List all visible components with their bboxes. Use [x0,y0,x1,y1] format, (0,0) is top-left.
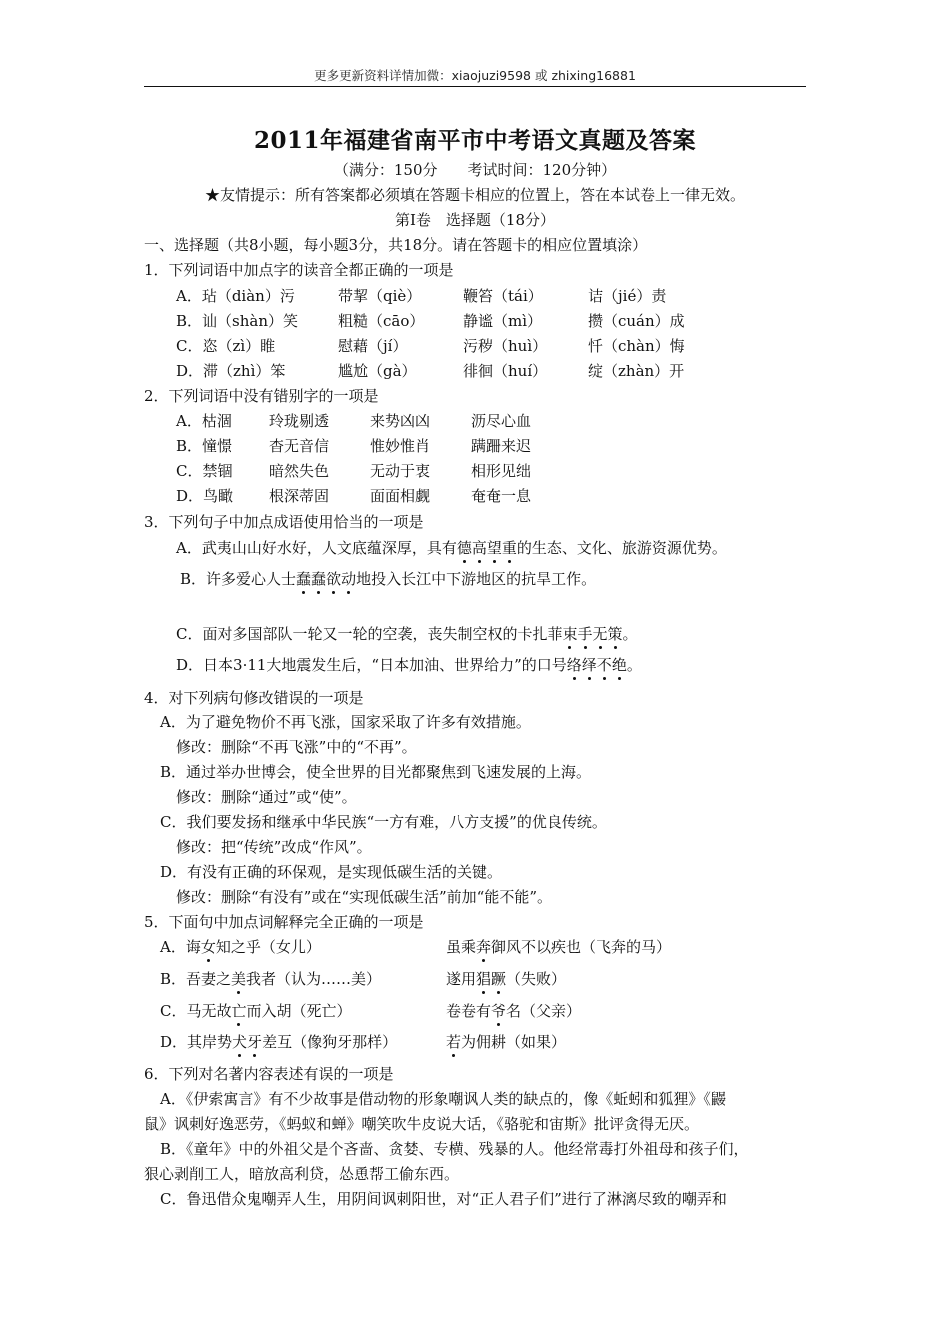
page-title: 2011年福建省南平市中考语文真题及答案 [253,127,696,154]
q6-stem: 6．下列对名著内容表述有误的一项是 [144,1065,394,1083]
q5-c1-dotted-word [231,1002,246,1020]
emphasis-dot-char: 动 [341,570,357,588]
q2-d-3: 面面相觑 [370,487,431,505]
q5-a2-dotted-word [476,938,491,956]
q3-stem: 3．下列句子中加点成语使用恰当的一项是 [144,513,424,531]
q3-c-text: C．面对多国部队一轮又一轮的空袭，丧失制空权的卡扎菲 [176,625,563,643]
q4-option-d-fix: 修改：删除“有没有”或在“实现低碳生活”前加“能不能”。 [176,888,553,906]
q2-c-3: 无动于衷 [370,462,431,480]
q1-c-4: 忏（chàn）悔 [588,337,685,355]
q2-a-4: 沥尽心血 [471,412,532,430]
q2-b-4: 蹒跚来迟 [471,437,532,455]
q2-a-3: 来势凶凶 [370,412,431,430]
q3-c-text-end: 。 [622,625,638,643]
q5-option-a-left [160,937,321,957]
q4-option-b-fix: 修改：删除“通过”或“使”。 [176,788,357,806]
q1-b-3: 静谧（mì） [463,312,543,330]
q5-d2-dotted-word [446,1033,461,1051]
q2-d-4: 奄奄一息 [471,487,532,505]
q6-option-b-line2: 狠心剥削工人，暗放高利贷，怂恿帮工偷东西。 [144,1165,460,1183]
q3-option-c [176,624,638,644]
q4-option-a: A．为了避免物价不再飞涨，国家采取了许多有效措施。 [160,713,531,731]
emphasis-dot-char: 猖 [476,970,492,988]
q1-stem: 1．下列词语中加点字的读音全都正确的一项是 [144,261,454,279]
q2-c-1: C．禁锢 [176,462,233,480]
q3-b-text: B．许多爱心人士 [180,570,297,588]
q3-b-text-end: 地投入长江中下游地区的抗旱工作。 [356,570,597,588]
q3-a-text: A．武夷山山好水好，人文底蕴深厚，具有 [176,539,457,557]
emphasis-dot-char: 望 [486,539,502,557]
q6-option-b-line1: B．《童年》中的外祖父是个吝啬、贪婪、专横、残暴的人。他经常毒打外祖母和孩子们， [160,1140,749,1158]
q2-c-4: 相形见绌 [471,462,532,480]
q5-a1-text-end: 知之乎（女儿） [215,938,321,956]
emphasis-dot-char: 手 [577,625,593,643]
q4-option-b: B．通过举办世博会，使全世界的目光都聚焦到飞速发展的上海。 [160,763,592,781]
emphasis-dot-char: 女 [200,938,216,956]
emphasis-dot-char: 美 [231,970,247,988]
emphasis-dot-char: 蠢 [311,570,327,588]
emphasis-dot-char: 牙 [247,1033,263,1051]
q5-a1-text: A．诲 [160,938,201,956]
q5-c2-text-end: 名（父亲） [506,1002,582,1020]
emphasis-dot-char: 络 [566,656,582,674]
q5-a2-text: 虽乘 [446,938,477,956]
emphasis-dot-char: 奔 [476,938,492,956]
emphasis-dot-char: 爷 [491,1002,507,1020]
q3-a-text-end: 的生态、文化、旅游资源优势。 [516,539,727,557]
q5-b2-text-end: （失败） [506,970,567,988]
q5-option-d-left [160,1032,397,1052]
emphasis-dot-char: 重 [501,539,517,557]
q2-a-2: 玲珑剔透 [269,412,330,430]
q3-option-b [180,569,596,589]
q4-option-d: D．有没有正确的环保观，是实现低碳生活的关键。 [160,863,503,881]
q1-b-2: 粗糙（cāo） [338,312,425,330]
q1-a-4: 诘（jié）责 [588,287,667,305]
q5-option-d-right [446,1032,566,1052]
q6-option-a-line2: 鼠》讽刺好逸恶劳，《蚂蚁和蝉》嘲笑吹牛皮说大话，《骆驼和宙斯》批评贪得无厌。 [144,1115,700,1133]
q5-b2-text: 遂用 [446,970,477,988]
friendly-tip: ★友情提示：所有答案都必须填在答题卡相应的位置上，答在本试卷上一律无效。 [204,186,745,204]
q3-d-dotted-idiom [567,656,627,674]
emphasis-dot-char: 策 [607,625,623,643]
q3-b-dotted-idiom [296,570,356,588]
section-heading: 一、选择题（共8小题，每小题3分，共18分。请在答题卡的相应位置填涂） [144,236,648,254]
q5-d1-text: D．其岸势 [160,1033,233,1051]
q1-a-3: 鞭笞（tái） [463,287,543,305]
q2-b-3: 惟妙惟肖 [370,437,431,455]
emphasis-dot-char: 亡 [231,1002,247,1020]
q1-a-2: 带挈（qiè） [338,287,422,305]
emphasis-dot-char: 犬 [232,1033,248,1051]
q2-d-2: 根深蒂固 [269,487,330,505]
q5-b2-dotted-word [476,970,506,988]
q5-d1-dotted-word [232,1033,262,1051]
q2-b-1: B．憧憬 [176,437,233,455]
q5-d1-text-end: 差互（像狗牙那样） [262,1033,398,1051]
q4-option-c-fix: 修改：把“传统”改成“作风”。 [176,838,372,856]
q5-c2-text: 卷卷有 [446,1002,492,1020]
emphasis-dot-char: 德 [456,539,472,557]
q5-option-a-right [446,937,671,957]
q4-option-c: C．我们要发扬和继承中华民族“一方有难，八方支援”的优良传统。 [160,813,607,831]
emphasis-dot-char: 若 [446,1033,462,1051]
q4-stem: 4．对下列病句修改错误的一项是 [144,689,364,707]
q2-a-1: A．枯涸 [176,412,232,430]
emphasis-dot-char: 绝 [611,656,627,674]
q5-d2-text-end: 为佣耕（如果） [461,1033,567,1051]
emphasis-dot-char: 不 [596,656,612,674]
volume-heading: 第Ⅰ卷 选择题（18分） [394,211,555,229]
q3-a-dotted-idiom [457,539,517,557]
q1-d-1: D．滞（zhì）笨 [176,362,286,380]
q5-a1-dotted-word [201,938,216,956]
q1-c-2: 慰藉（jí） [338,337,408,355]
q5-b1-text-end: 我者（认为……美） [246,970,382,988]
q5-c1-text: C．马无故 [160,1002,232,1020]
q5-option-b-right [446,969,566,989]
q2-b-2: 杳无音信 [269,437,330,455]
q3-d-text: D．日本3·11大地震发生后，“日本加油、世界给力”的口号 [176,656,567,674]
q3-c-dotted-idiom [562,625,622,643]
emphasis-dot-char: 绎 [581,656,597,674]
emphasis-dot-char: 无 [592,625,608,643]
q4-option-a-fix: 修改：删除“不再飞涨”中的“不再”。 [176,738,417,756]
q6-option-c-line1: C．鲁迅借众鬼嘲弄人生，用阴间讽刺阳世，对“正人君子们”进行了淋漓尽致的嘲弄和 [160,1190,727,1208]
emphasis-dot-char: 蹶 [491,970,507,988]
q3-d-text-end: 。 [626,656,642,674]
q1-c-3: 污秽（huì） [463,337,548,355]
q1-a-1: A．玷（diàn）污 [176,287,295,305]
q5-b1-dotted-word [231,970,246,988]
emphasis-dot-char: 欲 [326,570,342,588]
q2-stem: 2．下列词语中没有错别字的一项是 [144,387,379,405]
emphasis-dot-char: 高 [471,539,487,557]
q3-option-a [176,538,727,558]
q5-c1-text-end: 而入胡（死亡） [246,1002,352,1020]
q1-d-4: 绽（zhàn）开 [588,362,685,380]
q5-option-b-left [160,969,381,989]
q5-b1-text: B．吾妻之 [160,970,232,988]
q1-d-2: 尴尬（gà） [338,362,417,380]
q5-option-c-right [446,1001,581,1021]
q2-d-1: D．鸟瞰 [176,487,234,505]
q1-b-1: B．讪（shàn）笑 [176,312,298,330]
q2-c-2: 暗然失色 [269,462,330,480]
emphasis-dot-char: 蠢 [296,570,312,588]
q5-a2-text-end: 御风不以疾也（飞奔的马） [491,938,672,956]
q6-option-a-line1: A．《伊索寓言》有不少故事是借动物的形象嘲讽人类的缺点的，像《蚯蚓和狐狸》《鼹 [160,1090,726,1108]
q5-option-c-left [160,1001,352,1021]
q5-c2-dotted-word [491,1002,506,1020]
q3-option-d [176,655,642,675]
page-header: 更多更新资料详情加微：xiaojuzi9598 或 zhixing16881 [314,68,636,83]
emphasis-dot-char: 束 [562,625,578,643]
q1-b-4: 攒（cuán）成 [588,312,685,330]
q1-c-1: C．恣（zì）睢 [176,337,276,355]
exam-meta: （满分：150分 考试时间：120分钟） [333,161,617,179]
header-divider [144,86,806,87]
q1-d-3: 徘徊（huí） [463,362,548,380]
q5-stem: 5．下面句中加点词解释完全正确的一项是 [144,913,424,931]
